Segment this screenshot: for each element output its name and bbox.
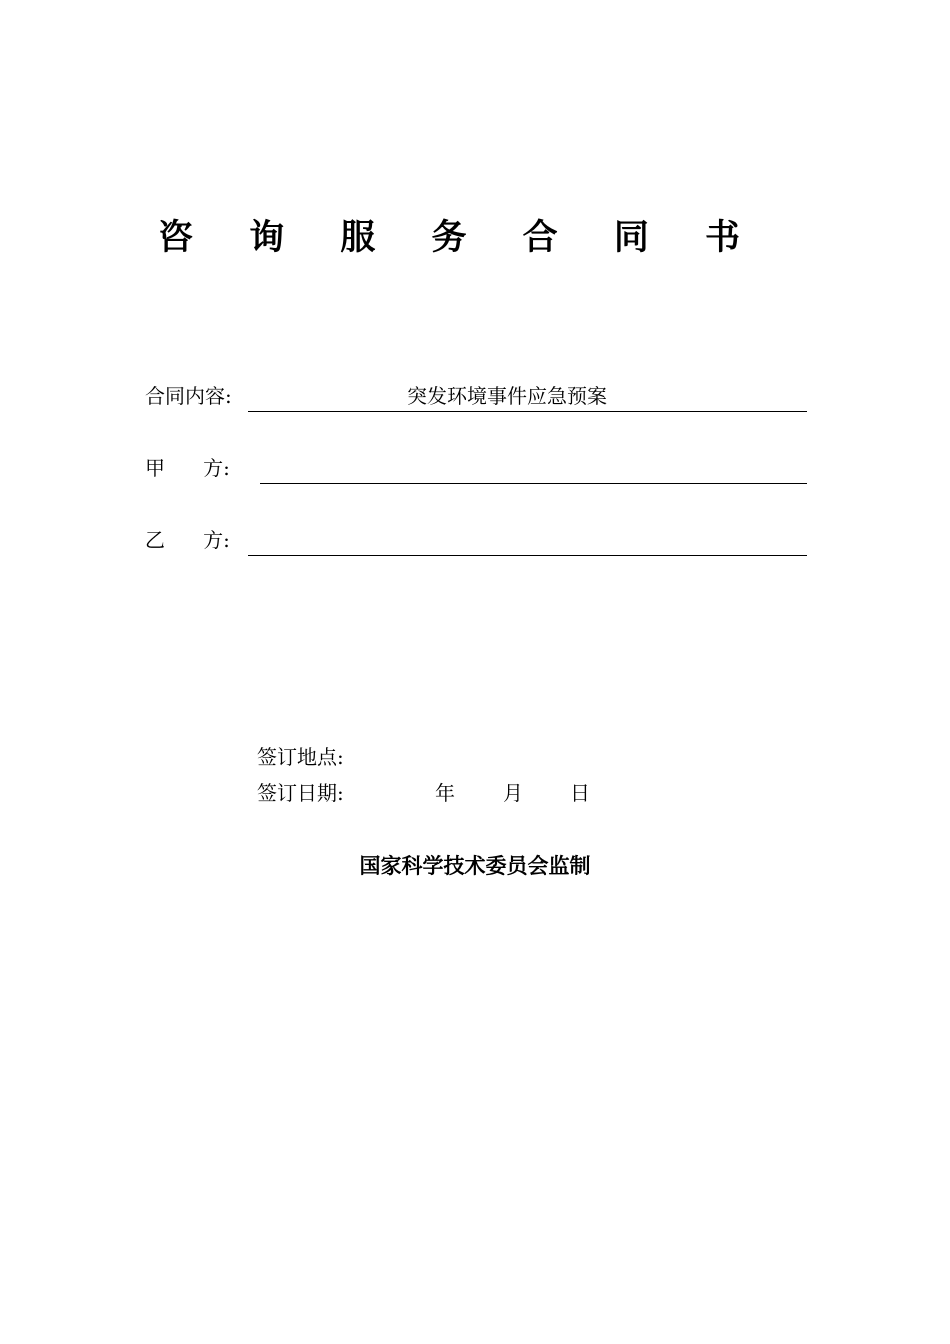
party-b-label: 乙 方: [145, 528, 230, 552]
party-a-field [145, 454, 807, 484]
signing-date-year: 年 [435, 781, 455, 805]
signing-place-label: 签订地点: [257, 745, 344, 769]
document-title: 咨 询 服 务 合 同 书 [157, 218, 763, 258]
party-a-label: 甲 方: [145, 456, 230, 480]
party-b-underline [248, 555, 807, 556]
contract-content-value: 突发环境事件应急预案 [407, 384, 607, 408]
signing-date-label: 签订日期: [257, 781, 344, 805]
contract-content-field [145, 382, 807, 412]
party-b-field [145, 526, 807, 556]
supervisor-text: 国家科学技术委员会监制 [359, 853, 591, 878]
contract-content-underline [248, 411, 807, 412]
contract-content-label: 合同内容: [145, 384, 232, 408]
signing-date-month: 月 [503, 781, 523, 805]
party-a-underline [260, 483, 807, 484]
signing-date-day: 日 [570, 781, 590, 805]
